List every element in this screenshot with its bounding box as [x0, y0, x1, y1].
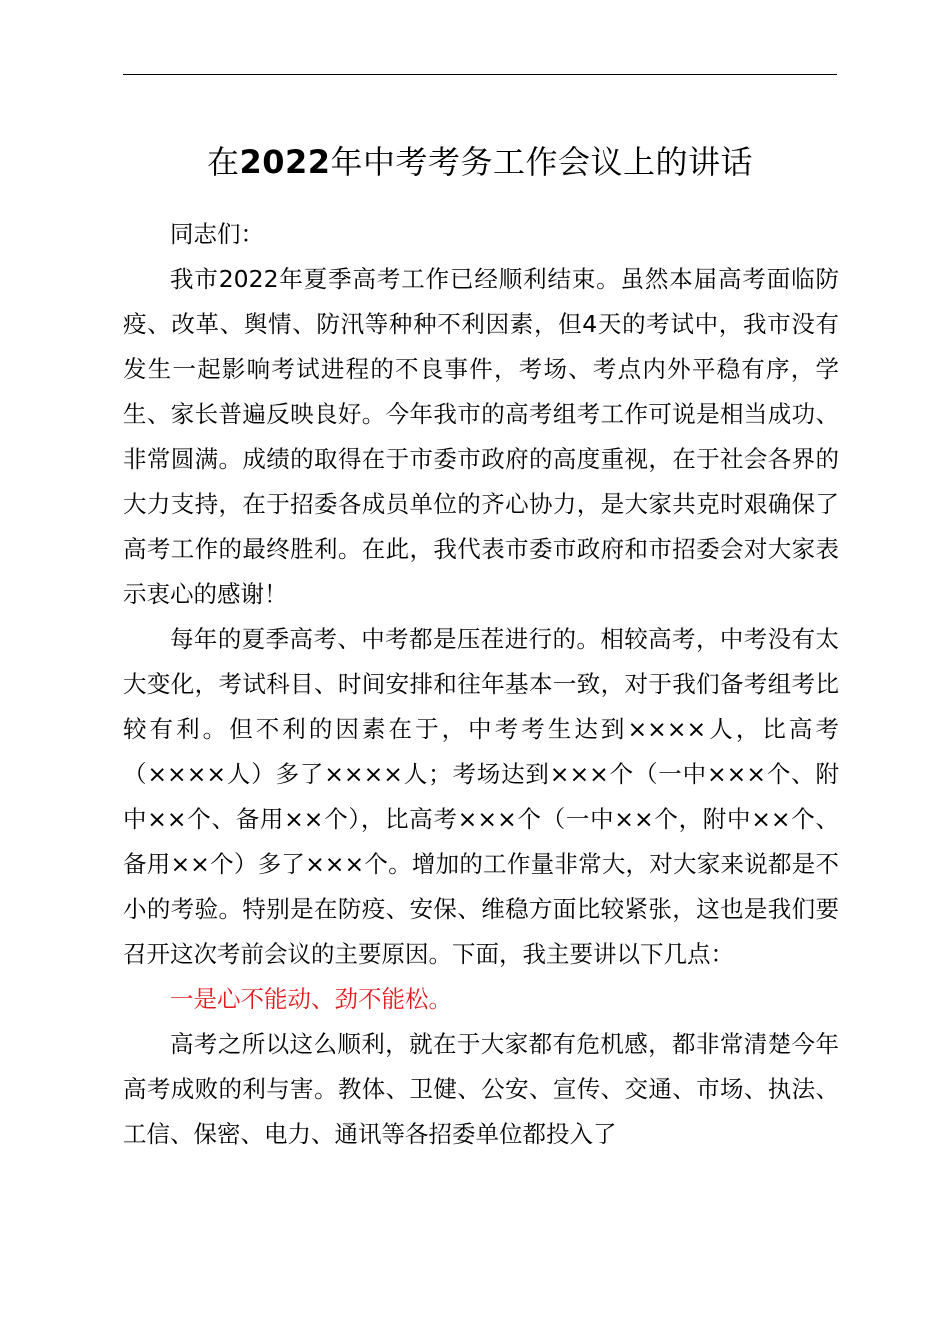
header-rule [123, 74, 837, 75]
paragraph-2: 每年的夏季高考、中考都是压茬进行的。相较高考，中考没有太大变化，考试科目、时间安排和往年基本一致，对于我们备考组考比较有利。但不利的因素在于，中考考生达到××××人，比高考（××××人）多了××××人；考场达到×××个（一中×××个、附中××个、备用××个），比高考×××个（一中××个，附中××个、备用××个）多了×××个。增加的工作量非常大，对大家来说都是不小的考验。特别是在防疫、安保、维稳方面比较紧张，这也是我们要召开这次考前会议的主要原因。下面，我主要讲以下几点： [123, 625, 839, 968]
paragraph-3: 高考之所以这么顺利，就在于大家都有危机感，都非常清楚今年高考成败的利与害。教体、卫健、公安、宣传、交通、市场、执法、工信、保密、电力、通讯等各招委单位都投入了 [123, 1030, 839, 1148]
paragraph-1: 我市2022年夏季高考工作已经顺利结束。虽然本届高考面临防疫、改革、舆情、防汛等种种不利因素，但4天的考试中，我市没有发生一起影响考试进程的不良事件，考场、考点内外平稳有序，学生、家长普遍反映良好。今年我市的高考组考工作可说是相当成功、非常圆满。成绩的取得在于市委市政府的高度重视，在于社会各界的大力支持，在于招委各成员单位的齐心协力，是大家共克时艰确保了高考工作的最终胜利。在此，我代表市委市政府和市招委会对大家表示衷心的感谢！ [123, 265, 839, 608]
salutation: 同志们： [170, 220, 264, 248]
title-year: 2022 [239, 143, 331, 181]
title-prefix: 在 [206, 143, 240, 181]
document-body [123, 212, 839, 1157]
document-title [0, 140, 950, 184]
title-suffix: 年中考考务工作会议上的讲话 [330, 143, 754, 181]
section-heading: 一是心不能动、劲不能松。 [170, 985, 452, 1013]
